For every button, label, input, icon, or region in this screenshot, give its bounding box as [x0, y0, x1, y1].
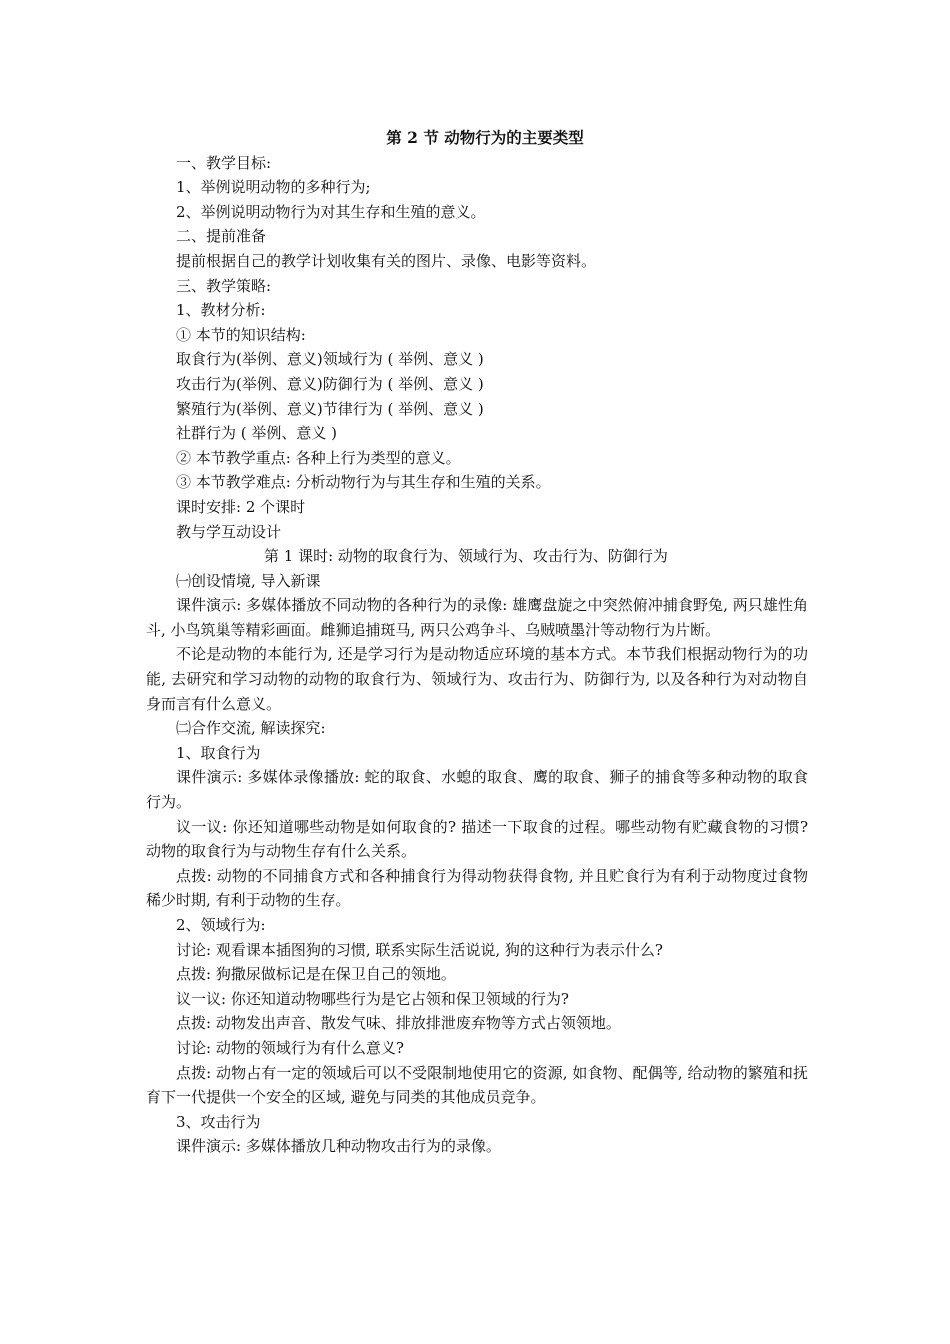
document-content [146, 126, 808, 1159]
lesson-heading: 第 1 课时: 动物的取食行为、领域行为、攻击行为、防御行为 [264, 547, 668, 566]
paragraph: ㈡合作交流, 解读探究: [176, 719, 326, 738]
paragraph: 课时安排: 2 个课时 [176, 497, 306, 516]
paragraph: 繁殖行为(举例、意义)节律行为 ( 举例、意义 ) [176, 399, 484, 418]
paragraph: ③ 本节教学难点: 分析动物行为与其生存和生殖的关系。 [176, 473, 551, 492]
paragraph: 课件演示: 多媒体播放不同动物的各种行为的录像: 雄鹰盘旋之中突然俯冲捕食野兔, 两只雄性角斗, 小鸟筑巢等精彩画面。雌狮追捕斑马, 两只公鸡争斗、乌贼喷墨汁等动物行为片断。 [146, 596, 808, 639]
paragraph: 提前根据自己的教学计划收集有关的图片、录像、电影等资料。 [176, 251, 597, 270]
paragraph: 讨论: 动物的领域行为有什么意义? [176, 1038, 404, 1057]
paragraph: 1、取食行为 [176, 743, 261, 762]
paragraph: 点拨: 动物的不同捕食方式和各种捕食行为得动物获得食物, 并且贮食行为有利于动物度过食物稀少时期, 有利于动物的生存。 [146, 866, 808, 910]
paragraph: 点拨: 动物占有一定的领域后可以不受限制地使用它的资源, 如食物、配偶等, 给动物的繁殖和抚育下一代提供一个安全的区域, 避免与同类的其他成员竞争。 [146, 1063, 808, 1107]
paragraph: 2、举例说明动物行为对其生存和生殖的意义。 [176, 202, 486, 221]
paragraph: 议一议: 你还知道动物哪些行为是它占领和保卫领域的行为? [176, 989, 569, 1008]
paragraph: 课件演示: 多媒体播放几种动物攻击行为的录像。 [176, 1137, 501, 1156]
paragraph: 二、提前准备 [176, 227, 267, 246]
document-title: 第 2 节 动物行为的主要类型 [386, 128, 584, 147]
paragraph: 2、领域行为: [176, 916, 266, 934]
paragraph: 讨论: 观看课本插图狗的习惯, 联系实际生活说说, 狗的这种行为表示什么? [176, 940, 663, 959]
paragraph: 教与学互动设计 [176, 522, 282, 541]
paragraph: ② 本节教学重点: 各种上行为类型的意义。 [176, 448, 461, 467]
paragraph: 3、攻击行为 [176, 1112, 261, 1131]
paragraph: 课件演示: 多媒体录像播放: 蛇的取食、水螅的取食、鹰的取食、狮子的捕食等多种动物的取食行为。 [146, 768, 808, 812]
paragraph: 议一议: 你还知道哪些动物是如何取食的? 描述一下取食的过程。哪些动物有贮藏食物的习惯? 动物的取食行为与动物生存有什么关系。 [146, 817, 808, 861]
paragraph: 取食行为(举例、意义)领域行为 ( 举例、意义 ) [176, 350, 484, 369]
paragraph: 一、教学目标: [176, 153, 272, 172]
paragraph: 三、教学策略: [176, 276, 272, 295]
paragraph: 1、举例说明动物的多种行为; [176, 178, 371, 197]
paragraph: 点拨: 动物发出声音、散发气味、排放排泄废弃物等方式占领领地。 [176, 1014, 621, 1033]
paragraph: 1、教材分析: [176, 301, 266, 320]
paragraph: ㈠创设情境, 导入新课 [176, 571, 321, 590]
paragraph: ① 本节的知识结构: [176, 325, 306, 344]
paragraph: 不论是动物的本能行为, 还是学习行为是动物适应环境的基本方式。本节我们根据动物行为的功能, 去研究和学习动物的动物的取食行为、领域行为、攻击行为、防御行为, 以及各种行为对动物自身而言有什么意义。 [146, 645, 808, 713]
paragraph: 点拨: 狗撒尿做标记是在保卫自己的领地。 [176, 965, 456, 984]
paragraph: 社群行为 ( 举例、意义 ) [176, 424, 338, 443]
paragraph: 攻击行为(举例、意义)防御行为 ( 举例、意义 ) [176, 374, 484, 393]
